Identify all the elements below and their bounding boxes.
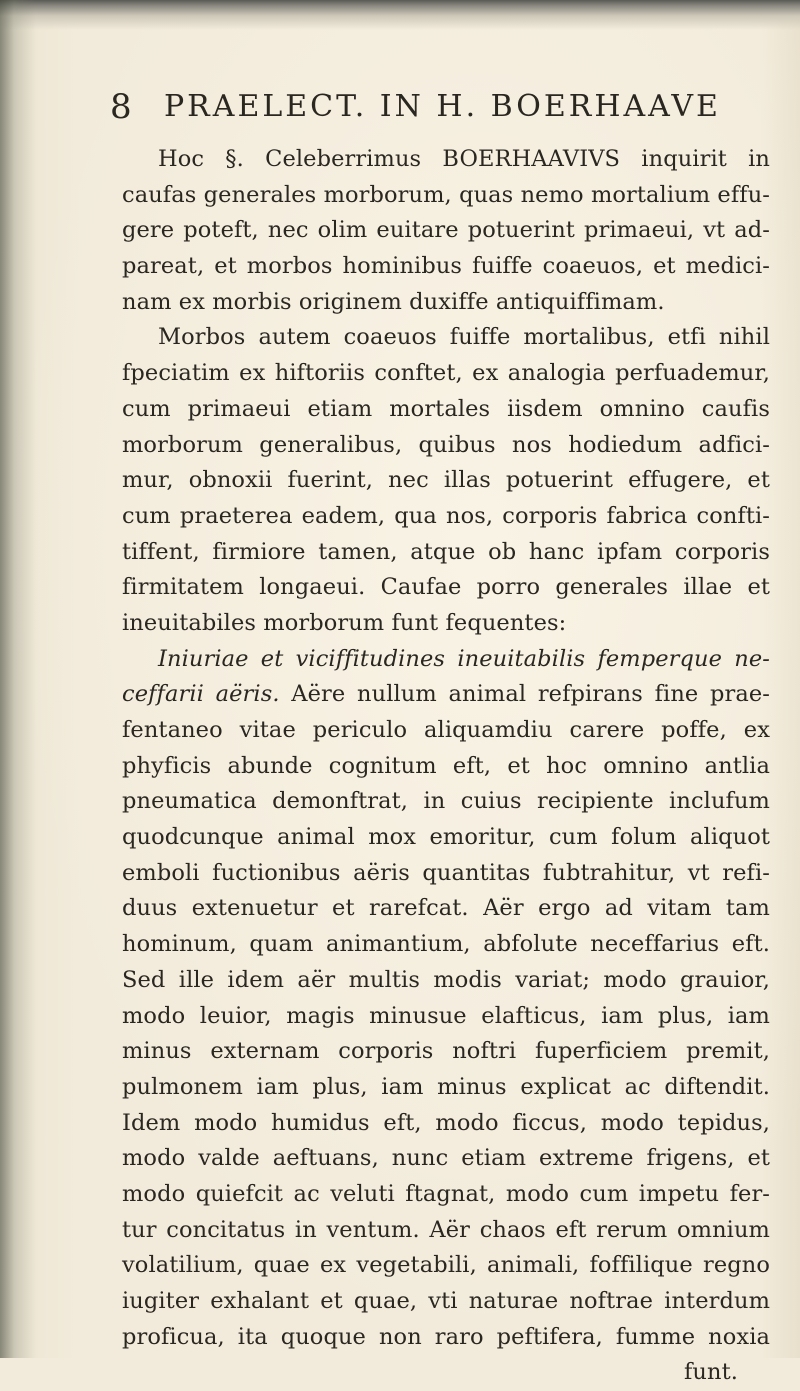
text-line: hominum, quam animantium, abfolute neceffarius eft. — [122, 931, 770, 958]
text-line: iugiter exhalant et quae, vti naturae noftrae interdum — [122, 1288, 770, 1314]
text-line: cum praeterea eadem, qua nos, corporis fabrica confti- — [122, 502, 770, 529]
text-line: modo valde aeftuans, nunc etiam extreme frigens, et — [122, 1145, 770, 1172]
section-heading-line: Iniuriae et viciffitudines ineuitabilis femperque ne- — [158, 645, 770, 672]
page-header — [110, 84, 770, 134]
text-line: cum primaeui etiam mortales iisdem omnino caufis — [122, 395, 770, 422]
text-line: fentaneo vitae periculo aliquamdiu carere poffe, ex — [122, 717, 770, 743]
text-line: minus externam corporis noftri fuperficiem premit, — [122, 1038, 770, 1065]
text-line: emboli fuctionibus aëris quantitas fubtrahitur, vt refi- — [122, 859, 770, 886]
text-line: caufas generales morborum, quas nemo mortalium effu- — [122, 181, 770, 208]
text-line: Morbos autem coaeuos fuiffe mortalibus, etfi nihil — [158, 324, 770, 351]
text-line: modo leuior, magis minusue elafticus, iam plus, iam — [122, 1002, 770, 1029]
text-line: pneumatica demonftrat, in cuius recipiente inclufum — [122, 788, 770, 815]
text-line: phyficis abunde cognitum eft, et hoc omnino antlia — [122, 752, 770, 779]
text-line: volatilium, quae ex vegetabili, animali, foffilique regno — [122, 1252, 770, 1279]
text-line: pareat, et morbos hominibus fuiffe coaeuos, et medici- — [122, 253, 770, 280]
text-line: mur, obnoxii fuerint, nec illas potuerint effugere, et — [122, 467, 770, 494]
text-line: morborum generalibus, quibus nos hodiedum adfici- — [122, 431, 770, 458]
text-line: proficua, ita quoque non raro peftifera, fumme noxia — [122, 1323, 770, 1350]
text-line: ineuitabiles morborum funt fequentes: — [122, 609, 567, 636]
body-text — [122, 142, 770, 1391]
text-line: tiffent, firmiore tamen, atque ob hanc ipfam corporis — [122, 538, 770, 565]
text-line: Hoc §. Celeberrimus BOERHAAVIVS inquirit in — [158, 146, 770, 172]
text-line: nam ex morbis originem duxiffe antiquiffimam. — [122, 288, 665, 315]
page-top-edge — [0, 0, 800, 30]
text-line: duus extenuetur et rarefcat. Aër ergo ad vitam tam — [122, 895, 770, 922]
text-line: Idem modo humidus eft, modo ficcus, modo tepidus, — [122, 1109, 770, 1136]
section-heading-cont: ceffarii aëris. — [122, 681, 280, 708]
text-line-rest: Aëre nullum animal refpirans fine prae- — [279, 681, 771, 708]
text-line — [122, 677, 770, 713]
text-line: pulmonem iam plus, iam minus explicat ac diftendit. — [122, 1073, 770, 1100]
text-line: modo quiefcit ac veluti ftagnat, modo cum impetu fer- — [122, 1180, 770, 1207]
binding-gutter — [0, 0, 36, 1358]
text-line: Sed ille idem aër multis modis variat; modo grauior, — [122, 966, 770, 993]
running-title: PRAELECT. IN H. BOERHAAVE — [164, 89, 721, 124]
text-line: gere poteft, nec olim euitare potuerint primaeui, vt ad- — [122, 217, 770, 244]
text-line: tur concitatus in ventum. Aër chaos eft rerum omnium — [122, 1216, 770, 1243]
text-line: firmitatem longaeui. Caufae porro generales illae et — [122, 574, 770, 601]
page-number: 8 — [110, 87, 132, 127]
text-line: fpeciatim ex hiftoriis conftet, ex analogia perfuademur, — [122, 360, 770, 387]
catchword: funt. — [683, 1359, 738, 1386]
text-line: quodcunque animal mox emoritur, cum folum aliquot — [122, 824, 770, 851]
